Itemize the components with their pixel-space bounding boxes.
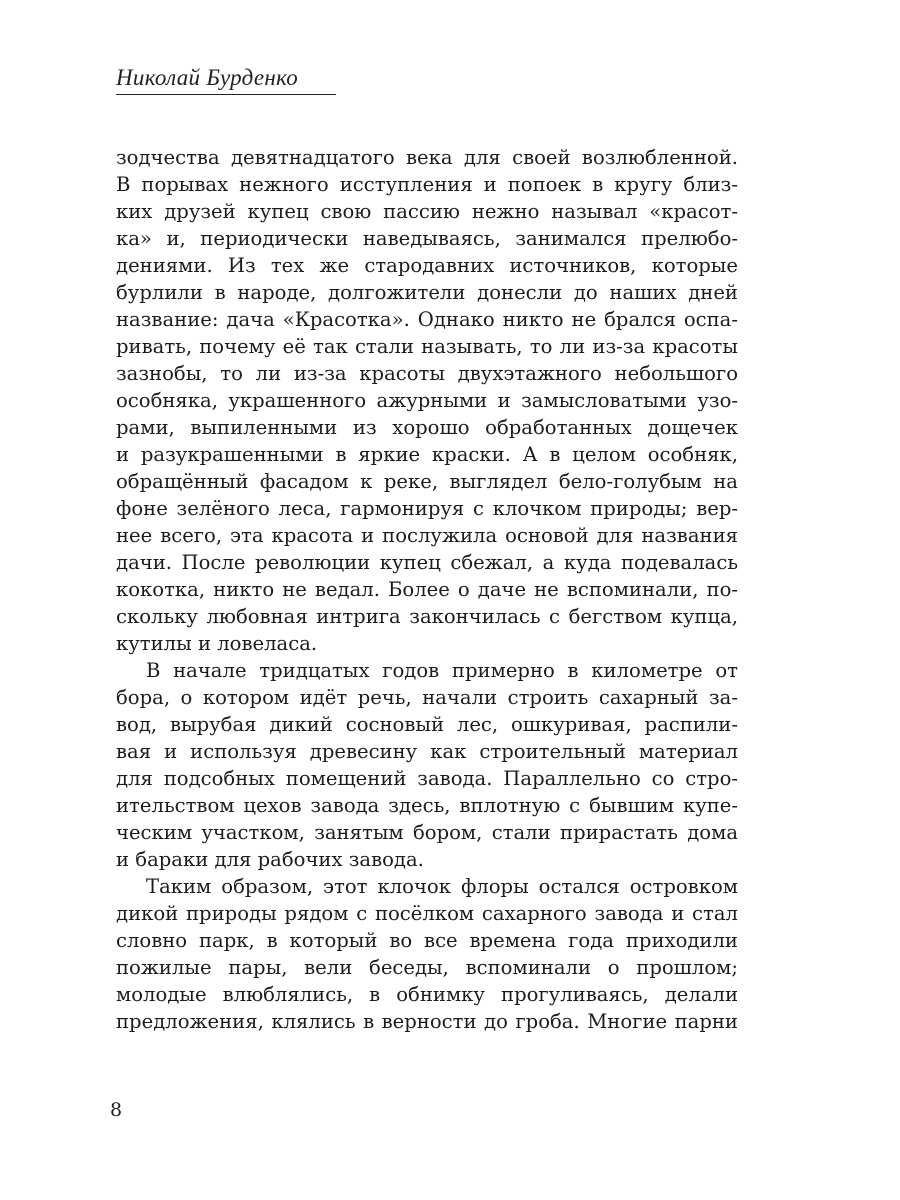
text-line: словно парк, в который во все времена года приходили <box>116 929 738 952</box>
text-line: для подсобных помещений завода. Параллельно со стро- <box>116 767 738 790</box>
page-number: 8 <box>110 1099 123 1121</box>
text-line: ривать, почему её так стали называть, то ли из-за красоты <box>116 335 738 358</box>
text-line: кокотка, никто не ведал. Более о даче не вспоминали, по- <box>116 578 738 601</box>
text-line: нее всего, эта красота и послужила основой для названия <box>116 524 738 547</box>
text-line: ительством цехов завода здесь, вплотную с бывшим купе- <box>116 794 738 817</box>
text-line: молодые влюблялись, в обнимку прогуливаясь, делали <box>116 983 738 1006</box>
text-line: ких друзей купец свою пассию нежно называл «красот- <box>116 200 738 223</box>
text-line: дачи. После революции купец сбежал, а куда подевалась <box>116 551 738 574</box>
text-line: зодчества девятнадцатого века для своей возлюбленной. <box>116 146 738 169</box>
text-line: название: дача «Красотка». Однако никто не брался оспа- <box>116 308 738 331</box>
text-line: зазнобы, то ли из-за красоты двухэтажного небольшого <box>116 362 738 385</box>
paragraph <box>116 873 738 1035</box>
text-line: предложения, клялись в верности до гроба. Многие парни <box>116 1010 738 1033</box>
paragraph <box>116 657 738 873</box>
text-line: вод, вырубая дикий сосновый лес, ошкуривая, распили- <box>116 713 738 736</box>
text-line: фоне зелёного леса, гармонируя с клочком природы; вер- <box>116 497 738 520</box>
text-line: рами, выпиленными из хорошо обработанных дощечек <box>116 416 738 439</box>
text-line: пожилые пары, вели беседы, вспоминали о прошлом; <box>116 956 738 979</box>
body-text <box>116 144 738 1035</box>
text-line: кутилы и ловеласа. <box>116 632 318 655</box>
text-line: и бараки для рабочих завода. <box>116 848 424 871</box>
text-line: дениями. Из тех же стародавних источников, которые <box>116 254 738 277</box>
text-line: бурлили в народе, долгожители донесли до наших дней <box>116 281 738 304</box>
paragraph <box>116 144 738 657</box>
text-line: В начале тридцатых годов примерно в километре от <box>146 659 738 682</box>
text-line: скольку любовная интрига закончилась с бегством купца, <box>116 605 738 628</box>
text-line: дикой природы рядом с посёлком сахарного завода и стал <box>116 902 738 925</box>
text-line: особняка, украшенного ажурными и замысловатыми узо- <box>116 389 738 412</box>
text-line: бора, о котором идёт речь, начали строить сахарный за- <box>116 686 738 709</box>
text-line: Таким образом, этот клочок флоры остался островком <box>146 875 738 898</box>
text-line: ческим участком, занятым бором, стали прирастать дома <box>116 821 738 844</box>
text-line: вая и используя древесину как строительный материал <box>116 740 738 763</box>
text-line: В порывах нежного исступления и попоек в кругу близ- <box>116 173 738 196</box>
running-head-author: Николай Бурденко <box>116 64 336 95</box>
text-line: обращённый фасадом к реке, выглядел бело-голубым на <box>116 470 738 493</box>
text-line: ка» и, периодически наведываясь, занимался прелюбо- <box>116 227 738 250</box>
text-line: и разукрашенными в яркие краски. А в целом особняк, <box>116 443 738 466</box>
